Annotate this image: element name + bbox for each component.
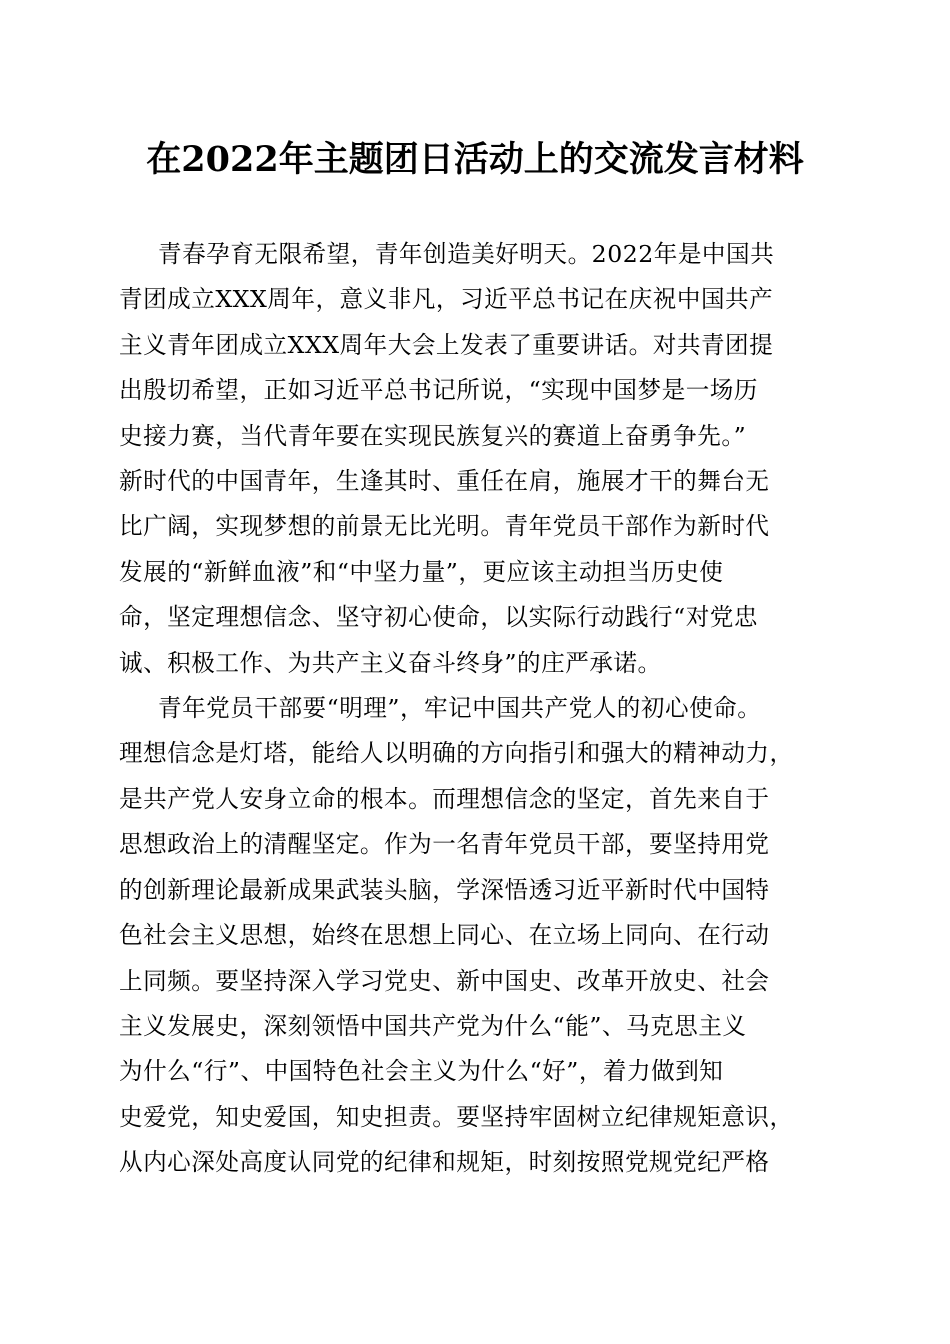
text-line: 是共产党人安身立命的根本。而理想信念的坚定，首先来自于 <box>119 784 770 813</box>
text-line: 新时代的中国青年，生逢其时、重任在肩，施展才干的舞台无 <box>119 467 770 496</box>
text-line: 的创新理论最新成果武装头脑，学深悟透习近平新时代中国特 <box>119 875 770 904</box>
text-line: 发展的“新鲜血液”和“中坚力量”，更应该主动担当历史使 <box>119 557 724 586</box>
paragraph-1 <box>119 232 827 686</box>
text-line: 青团成立XXX周年，意义非凡，习近平总书记在庆祝中国共产 <box>119 285 774 314</box>
document-body <box>119 232 827 1186</box>
text-line: 为什么“行”、中国特色社会主义为什么“好”，着力做到知 <box>119 1057 724 1086</box>
document-title: 在2022年主题团日活动上的交流发言材料 <box>146 139 804 180</box>
text-line: 主义青年团成立XXX周年大会上发表了重要讲话。对共青团提 <box>119 330 774 359</box>
text-line: 思想政治上的清醒坚定。作为一名青年党员干部，要坚持用党 <box>119 830 770 859</box>
text-line: 诚、积极工作、为共产主义奋斗终身”的庄严承诺。 <box>119 648 662 677</box>
text-line: 出殷切希望，正如习近平总书记所说，“实现中国梦是一场历 <box>119 376 758 405</box>
text-line: 青春孕育无限希望，青年创造美好明天。2022年是中国共 <box>158 240 775 268</box>
text-line: 色社会主义思想，始终在思想上同心、在立场上同向、在行动 <box>119 921 770 950</box>
text-line: 主义发展史，深刻领悟中国共产党为什么“能”、马克思主义 <box>119 1011 747 1040</box>
paragraph-2 <box>119 686 827 1185</box>
text-line: 理想信念是灯塔，能给人以明确的方向指引和强大的精神动力， <box>119 739 794 768</box>
text-line: 命，坚定理想信念、坚守初心使命，以实际行动践行“对党忠 <box>119 603 758 632</box>
text-line: 史接力赛，当代青年要在实现民族复兴的赛道上奋勇争先。” <box>119 421 747 450</box>
text-line: 上同频。要坚持深入学习党史、新中国史、改革开放史、社会 <box>119 966 770 995</box>
text-line: 从内心深处高度认同党的纪律和规矩，时刻按照党规党纪严格 <box>119 1148 770 1177</box>
text-line: 比广阔，实现梦想的前景无比光明。青年党员干部作为新时代 <box>119 512 770 541</box>
text-line: 青年党员干部要“明理”，牢记中国共产党人的初心使命。 <box>158 694 762 723</box>
text-line: 史爱党，知史爱国，知史担责。要坚持牢固树立纪律规矩意识， <box>119 1102 794 1131</box>
